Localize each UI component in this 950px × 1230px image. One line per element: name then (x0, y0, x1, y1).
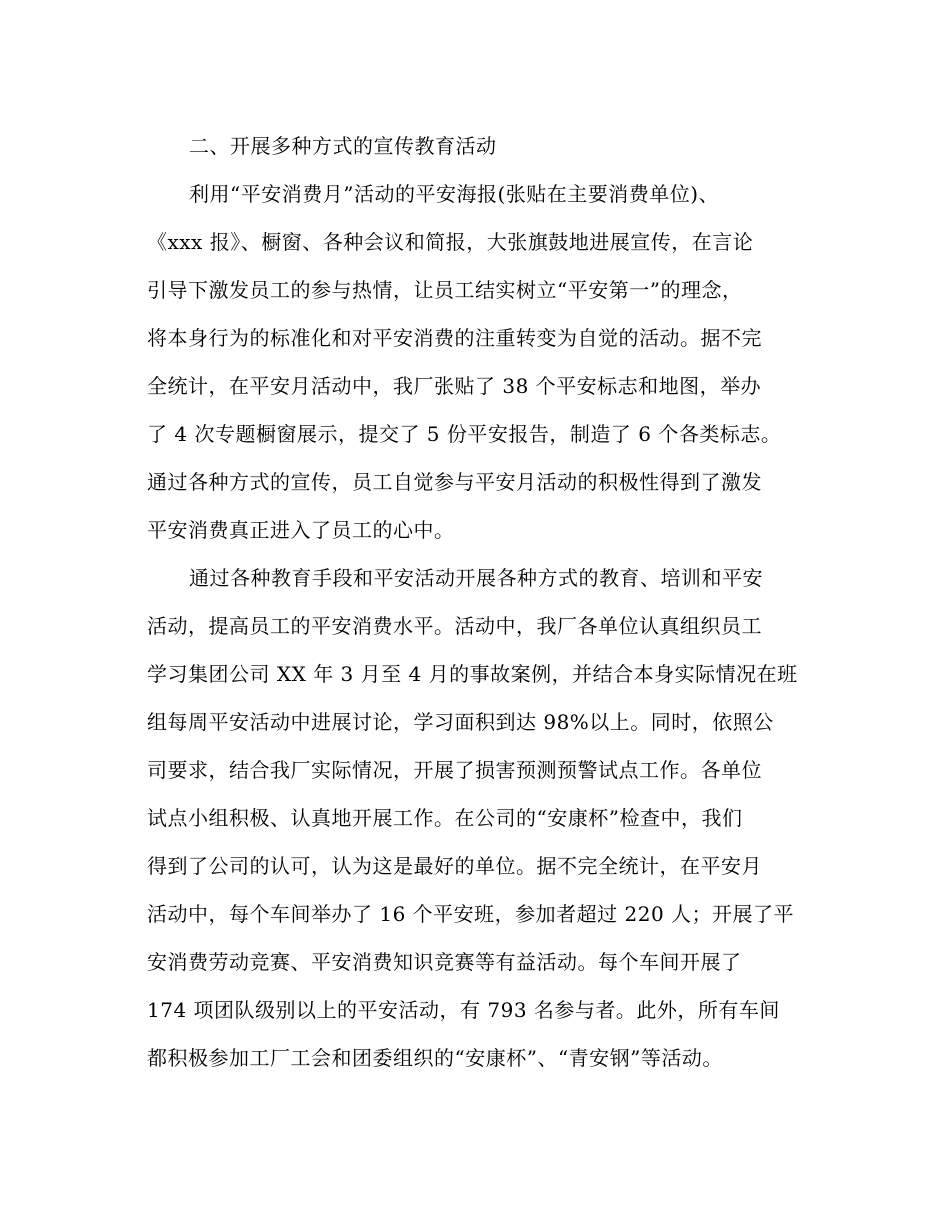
paragraph-line: 了 4 次专题橱窗展示，提交了 5 份平安报告，制造了 6 个各类标志。 (147, 422, 782, 446)
paragraph-line: 174 项团队级别以上的平安活动，有 793 名参与者。此外，所有车间 (147, 998, 780, 1022)
paragraph-publicity (147, 170, 807, 554)
paragraph-line: 平安消费真正进入了员工的心中。 (147, 518, 455, 542)
paragraph-line: 试点小组积极、认真地开展工作。在公司的“安康杯”检查中，我们 (147, 806, 743, 830)
paragraph-line: 活动中，每个车间举办了 16 个平安班，参加者超过 220 人；开展了平 (147, 902, 795, 926)
document-body (147, 122, 807, 1082)
paragraph-line: 学习集团公司 XX 年 3 月至 4 月的事故案例，并结合本身实际情况在班 (147, 662, 798, 686)
paragraph-line: 得到了公司的认可，认为这是最好的单位。据不完全统计，在平安月 (147, 854, 762, 878)
paragraph-line: 通过各种教育手段和平安活动开展各种方式的教育、培训和平安 (189, 566, 763, 590)
paragraph-line: 活动，提高员工的平安消费水平。活动中，我厂各单位认真组织员工 (147, 614, 762, 638)
section-heading: 二、开展多种方式的宣传教育活动 (189, 134, 497, 158)
paragraph-line: 司要求，结合我厂实际情况，开展了损害预测预警试点工作。各单位 (147, 758, 762, 782)
paragraph-line: 引导下激发员工的参与热情，让员工结实树立“平安第一”的理念， (147, 278, 743, 302)
paragraph-line: 全统计，在平安月活动中，我厂张贴了 38 个平安标志和地图，举办 (147, 374, 762, 398)
paragraph-line: 《xxx 报》、橱窗、各种会议和简报，大张旗鼓地进展宣传，在言论 (147, 230, 754, 254)
paragraph-line: 组每周平安活动中进展讨论，学习面积到达 98%以上。同时，依照公 (147, 710, 774, 734)
paragraph-education (147, 554, 807, 1082)
paragraph-line: 将本身行为的标准化和对平安消费的注重转变为自觉的活动。据不完 (147, 326, 762, 350)
paragraph-line: 安消费劳动竞赛、平安消费知识竞赛等有益活动。每个车间开展了 (147, 950, 742, 974)
paragraph-line: 利用“平安消费月”活动的平安海报(张贴在主要消费单位)、 (189, 182, 720, 206)
paragraph-line: 都积极参加工厂工会和团委组织的“安康杯”、“青安钢”等活动。 (147, 1046, 723, 1070)
paragraph-line: 通过各种方式的宣传，员工自觉参与平安月活动的积极性得到了激发 (147, 470, 762, 494)
